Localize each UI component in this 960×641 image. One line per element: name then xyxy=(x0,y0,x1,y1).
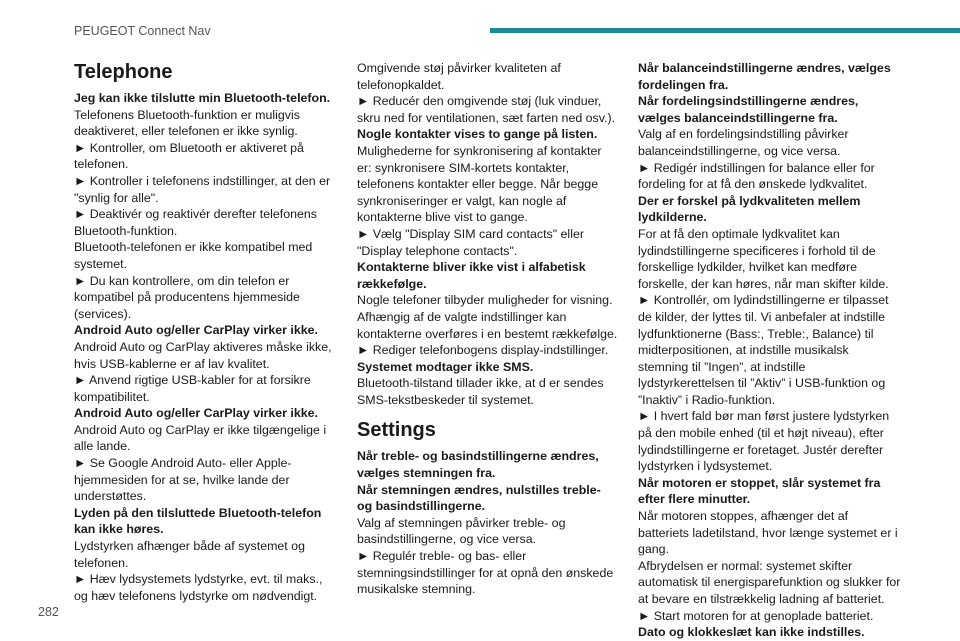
question-heading: Dato og klokkeslæt kan ikke indstilles. xyxy=(638,625,865,640)
action-step: ► Kontroller, om Bluetooth er aktiveret på telefonen. xyxy=(74,140,304,172)
action-step: ► Reducér den omgivende støj (luk vinduer, skru ned for ventilationen, sæt farten ned osv.). xyxy=(357,94,616,125)
column-2 xyxy=(357,60,619,598)
question-heading: Når motoren er stoppet, slår systemet fra efter flere minutter. xyxy=(638,475,881,507)
body-paragraph: Lydstyrken afhænger både af systemet og telefonen. xyxy=(74,539,305,570)
question-heading: Systemet modtager ikke SMS. xyxy=(357,359,534,374)
question-heading: Nogle kontakter vises to gange på listen. xyxy=(357,127,598,142)
body-paragraph: Omgivende støj påvirker kvaliteten af telefonopkaldet. xyxy=(357,61,561,92)
header-accent-bar xyxy=(490,28,960,33)
body-paragraph: Valg af en fordelingsindstilling påvirker balanceindstillingerne, og vice versa. xyxy=(638,127,849,158)
question-heading: Der er forskel på lydkvaliteten mellem lydkilderne. xyxy=(638,193,861,225)
action-step: ► Anvend rigtige USB-kabler for at forsikre kompatibilitet. xyxy=(74,373,311,404)
action-step: ► Redigér indstillingen for balance eller for fordeling for at få den ønskede lydkvalitet. xyxy=(638,160,875,192)
body-paragraph: Bluetooth-tilstand tillader ikke, at d er sendes SMS-tekstbeskeder til systemet. xyxy=(357,376,604,407)
question-heading: Når stemningen ændres, nulstilles treble- og basindstillingerne. xyxy=(357,482,601,514)
question-heading: Kontakterne bliver ikke vist i alfabetisk rækkefølge. xyxy=(357,260,586,291)
body-paragraph: Mulighederne for synkronisering af kontakter er: synkronisere SIM-kortets kontakter, telefonens kontakter eller begge. Når begge synkroniseringer er valgt, kan nogle af kontakterne blive vist to gange. xyxy=(357,143,602,225)
action-step: ► Kontrollér, om lydindstillingerne er tilpasset de kilder, der lyttes til. Vi anbefaler at indstille lydfunktionerne (Bass:, Treble:, Balance) til midterpositionen, at indstille musikalsk stemning til ”Ingen”, at indstille lydstyrkerettelsen til ”Aktiv” i USB-funktion og ”Inaktiv” i Radio-funktion. xyxy=(638,293,889,407)
question-heading: Når treble- og basindstillingerne ændres, vælges stemningen fra. xyxy=(357,449,599,481)
section-heading: Settings xyxy=(357,419,436,442)
action-step: ► Deaktivér og reaktivér derefter telefonens Bluetooth-funktion. xyxy=(74,207,317,238)
action-step: ► Du kan kontrollere, om din telefon er kompatibel på producentens hjemmeside (services). xyxy=(74,273,300,321)
question-heading: Når balanceindstillingerne ændres, vælges fordelingen fra. xyxy=(638,61,891,92)
action-step: ► I hvert fald bør man først justere lydstyrken på den mobile enhed (til et højt niveau), efter lydindstillingerne er foretaget. Justér derefter lydstyrken i lydsystemet. xyxy=(638,409,890,474)
question-heading: Android Auto og/eller CarPlay virker ikke. xyxy=(74,323,318,338)
body-paragraph: Afbrydelsen er normal: systemet skifter automatisk til energisparefunktion og slukker for at bevare en tilstrækkelig ladning af batteriet. xyxy=(638,558,901,606)
action-step: ► Vælg "Display SIM card contacts" eller "Display telephone contacts". xyxy=(357,226,584,258)
question-heading: Android Auto og/eller CarPlay virker ikke. xyxy=(74,406,318,421)
column-3 xyxy=(638,60,902,641)
action-step: ► Kontroller i telefonens indstillinger, at den er "synlig for alle". xyxy=(74,173,331,205)
question-heading: Jeg kan ikke tilslutte min Bluetooth-telefon. xyxy=(74,91,331,105)
body-paragraph: Android Auto og CarPlay er ikke tilgængelige i alle lande. xyxy=(74,422,327,454)
question-heading: Lyden på den tilsluttede Bluetooth-telefon kan ikke høres. xyxy=(74,505,322,537)
section-heading: Telephone xyxy=(74,61,173,83)
page-number: 282 xyxy=(38,605,59,619)
action-step: ► Regulér treble- og bas- eller stemningsindstillinger for at opnå den ønskede musikalske stemning. xyxy=(357,549,614,597)
action-step: ► Se Google Android Auto- eller Apple-hjemmesiden for at se, hvilke lande der understøttes. xyxy=(74,456,292,504)
question-heading: Når fordelingsindstillingerne ændres, vælges balanceindstillingerne fra. xyxy=(638,94,859,125)
body-paragraph: For at få den optimale lydkvalitet kan lydindstillingerne specificeres i forhold til de forskellige lydkilder, hvilket kan medføre forskelle, der kan høres, når man skifter kilde. xyxy=(638,226,889,291)
body-paragraph: Bluetooth-telefonen er ikke kompatibel med systemet. xyxy=(74,240,313,271)
action-step: ► Hæv lydsystemets lydstyrke, evt. til maks., og hæv telefonens lydstyrke om nødvendigt. xyxy=(74,572,323,603)
body-paragraph: Android Auto og CarPlay aktiveres måske ikke, hvis USB-kablerne er af lav kvalitet. xyxy=(74,339,332,371)
body-paragraph: Nogle telefoner tilbyder muligheder for visning. Afhængig af de valgte indstillinger kan kontakterne overføres i en bestemt rækkefølge. xyxy=(357,293,618,341)
body-paragraph: Når motoren stoppes, afhænger det af batteriets ladetilstand, hvor længe systemet er i gang. xyxy=(638,509,898,557)
action-step: ► Start motoren for at genoplade batteriet. xyxy=(638,608,874,623)
column-1 xyxy=(74,60,336,604)
running-header-title: PEUGEOT Connect Nav xyxy=(74,24,211,38)
body-paragraph: Telefonens Bluetooth-funktion er muligvis deaktiveret, eller telefonen er ikke synlig. xyxy=(74,107,300,139)
body-paragraph: Valg af stemningen påvirker treble- og basindstillingerne, og vice versa. xyxy=(357,515,566,547)
action-step: ► Rediger telefonbogens display-indstillinger. xyxy=(357,343,609,358)
